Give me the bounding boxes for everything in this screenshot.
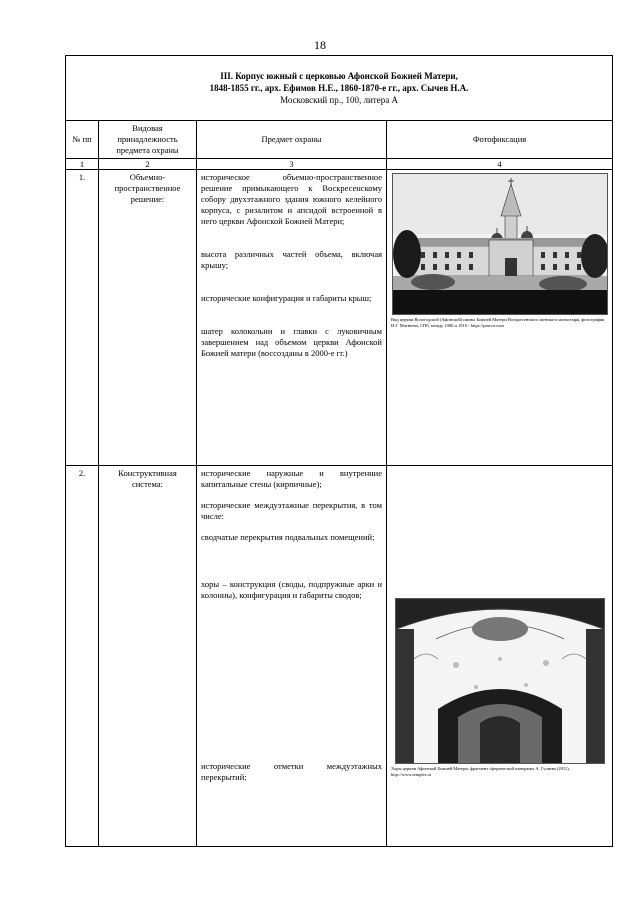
subject-item: сводчатые перекрытия подвальных помещений; [201, 532, 375, 542]
row-photo [387, 170, 613, 466]
row-subject [197, 170, 387, 466]
subject-item: исторические отметки междуэтажных перекрытий; [201, 761, 382, 782]
col-number: 4 [387, 159, 613, 170]
col-header-subject: Предмет охраны [197, 121, 387, 159]
subject-item: хоры – конструкция (своды, подпружные арки и колонны), конфигурация и габариты сводов; [201, 579, 382, 600]
row-type: Конструктивная система: [99, 466, 197, 847]
section-heading [66, 56, 613, 121]
row-number: 1. [66, 170, 99, 466]
col-number: 1 [66, 159, 99, 170]
heading-line-3: Московский пр., 100, литера А [280, 95, 398, 105]
protection-table [65, 55, 613, 847]
col-number: 3 [197, 159, 387, 170]
subject-item: историческое объемно-пространственное решение примыкающего к Воскресенскому собору двухэтажного здания южного келейного корпуса, с ризалитом и апсидой встроенной в него церкви Афонской Божией Матери; [201, 172, 382, 226]
subject-item: шатер колокольни и главки с луковичным завершением над объемом церкви Афонской Божией матери (воссозданы в 2000-е гг.) [201, 326, 382, 358]
col-header-num: № пп [66, 121, 99, 159]
col-header-photo: Фотофиксация [387, 121, 613, 159]
choir-vault-photo [395, 598, 605, 764]
subject-item: высота различных частей объема, включая крышу; [201, 249, 382, 270]
subject-item: исторические наружные и внутренние капитальные стены (кирпичные); [201, 468, 382, 489]
col-header-type: Видовая принадлежность предмета охраны [99, 121, 197, 159]
table-row [66, 170, 613, 466]
subject-item: исторические конфигурация и габариты крыш; [201, 293, 372, 303]
row-subject [197, 466, 387, 847]
row-type: Объемно-пространственное решение: [99, 170, 197, 466]
heading-line-1: III. Корпус южный с церковью Афонской Божией Матери, [220, 71, 458, 81]
photo-caption: Вид церкви Вологодской (Афонской) иконы Божией Матери Воскресенского женского монастыря, фотография И.Г. Матвеева, СПб, между 1900 и 1910 - https://pastvu.com [391, 317, 605, 328]
church-historic-photo [392, 173, 608, 315]
row-number: 2. [66, 466, 99, 847]
col-number: 2 [99, 159, 197, 170]
photo-caption: Хоры церкви Афонской Божией Матери, фрагмент сферической панорамы А. Гуляева (2011), http://www.temples.ru [391, 766, 570, 777]
row-photo [387, 466, 613, 847]
table-row [66, 466, 613, 847]
heading-line-2: 1848-1855 гг., арх. Ефимов Н.Е., 1860-1870-е гг., арх. Сычев Н.А. [209, 83, 469, 93]
subject-item: исторические междуэтажные перекрытия, в том числе: [201, 500, 382, 521]
page-number: 18 [314, 38, 326, 52]
